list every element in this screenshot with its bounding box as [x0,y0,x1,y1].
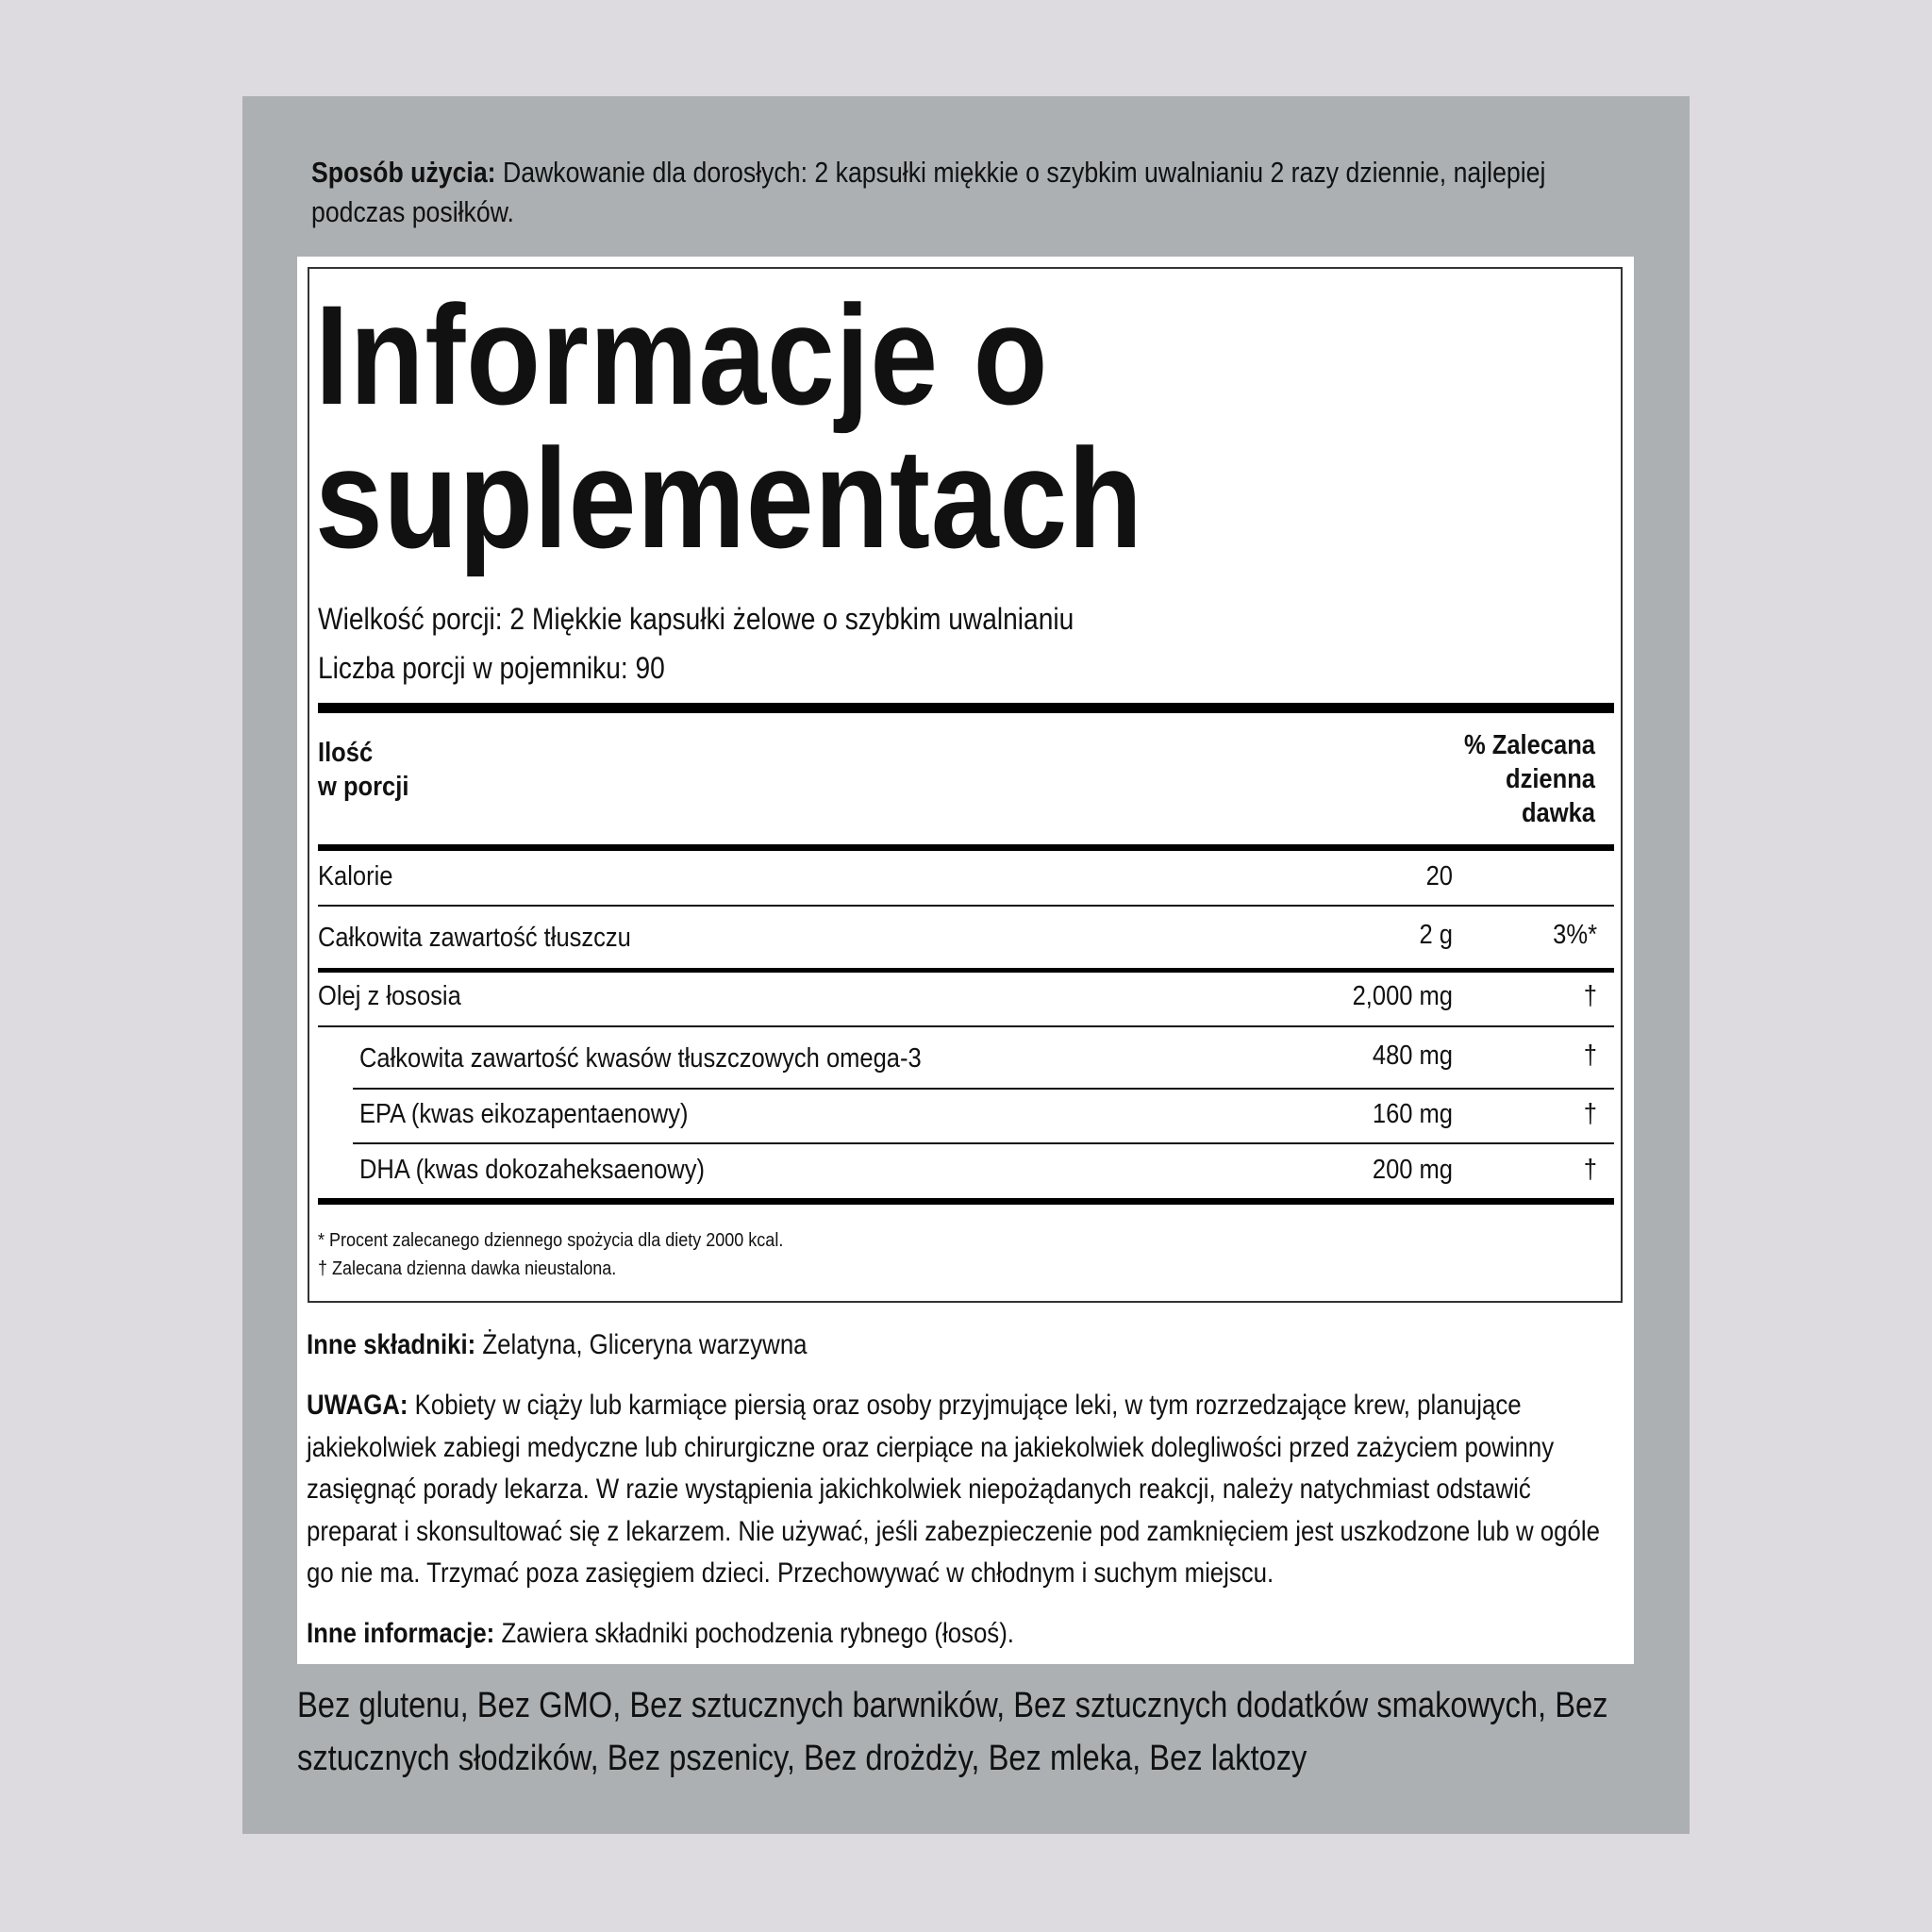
row-fat-dv: 3%* [1553,920,1597,950]
row-omega3-dv: † [1583,1041,1597,1071]
row-omega3-name: Całkowita zawartość kwasów tłuszczowych omega-3 [359,1043,922,1074]
row-dha-amount: 200 mg [1372,1155,1453,1185]
other-ingredients-text: Żelatyna, Gliceryna warzywna [475,1329,808,1360]
usage-text: Dawkowanie dla dorosłych: 2 kapsułki miękkie o szybkim uwalnianiu 2 razy dziennie, najlepiej podczas posiłków. [311,156,1546,228]
facts-title-line2: suplementach [315,419,1143,577]
row-divider-thick [318,968,1614,973]
row-salmon-oil-name: Olej z łososia [318,981,461,1011]
row-divider [318,905,1614,907]
row-kalorie-name: Kalorie [318,861,393,891]
thick-divider [318,703,1614,713]
warning-text: Kobiety w ciąży lub karmiące piersią oraz osoby przyjmujące leki, w tym rozrzedzające krew, planujące jakiekolwiek zabiegi medyczne lub chirurgiczne oraz cierpiące na jakiekolwiek dolegliwości przed zażyciem powinny zasięgnąć porady lekarza. W razie wystąpienia jakichkolwiek niepożądanych reakcji, należy natychmiast odstawić preparat i skonsultować się z lekarzem. Nie używać, jeśli zabezpieczenie pod zamknięciem jest uszkodzone lub w ogóle go nie ma. Trzymać poza zasięgiem dzieci. Przechowywać w chłodnym i suchym miejscu. [307,1390,1600,1589]
header-right-line1: % Zalecana [1463,730,1595,760]
header-left-line2: w porcji [318,772,409,802]
daily-value-header [1346,728,1595,830]
servings-per-container: Liczba porcji w pojemniku: 90 [318,651,665,685]
row-dha-dv: † [1583,1155,1597,1185]
facts-title-line1: Informacje o [315,275,1049,434]
row-dha-name: DHA (kwas dokozaheksaenowy) [359,1155,705,1185]
header-left-line1: Ilość [318,738,374,768]
other-info-text: Zawiera składniki pochodzenia rybnego (łosoś). [494,1618,1014,1649]
header-divider [318,844,1614,851]
footnote-not-established: † Zalecana dzienna dawka nieustalona. [318,1258,617,1279]
row-divider [353,1142,1614,1144]
header-right-line2: dzienna [1505,764,1595,794]
other-ingredients-label: Inne składniki: [307,1329,476,1360]
other-info-label: Inne informacje: [307,1618,495,1649]
row-kalorie-amount: 20 [1425,861,1453,891]
usage-directions [311,153,1609,232]
header-right-line3: dawka [1521,798,1595,828]
footnote-daily-value: * Procent zalecanego dziennego spożycia dla diety 2000 kcal. [318,1230,784,1251]
row-divider [353,1088,1614,1090]
row-fat-amount: 2 g [1419,920,1453,950]
facts-title [315,275,1451,577]
row-fat-name: Całkowita zawartość tłuszczu [318,923,631,953]
serving-size: Wielkość porcji: 2 Miękkie kapsułki żelowe o szybkim uwalnianiu [318,602,1074,636]
bottom-divider [318,1198,1614,1205]
amount-per-serving-header [318,736,408,804]
row-epa-amount: 160 mg [1372,1099,1453,1129]
row-salmon-oil-dv: † [1583,981,1597,1011]
free-from-claims: Bez glutenu, Bez GMO, Bez sztucznych barwników, Bez sztucznych dodatków smakowych, Bez sztucznych słodzików, Bez pszenicy, Bez drożdży, Bez mleka, Bez laktozy [297,1686,1608,1778]
warning [307,1385,1621,1595]
other-info [307,1613,1621,1656]
row-epa-dv: † [1583,1099,1597,1129]
row-divider [318,1025,1614,1027]
warning-label: UWAGA: [307,1390,408,1421]
other-ingredients [307,1324,1621,1367]
row-omega3-amount: 480 mg [1372,1041,1453,1071]
usage-label: Sposób użycia: [311,156,496,189]
row-salmon-oil-amount: 2,000 mg [1352,981,1453,1011]
row-epa-name: EPA (kwas eikozapentaenowy) [359,1099,689,1129]
